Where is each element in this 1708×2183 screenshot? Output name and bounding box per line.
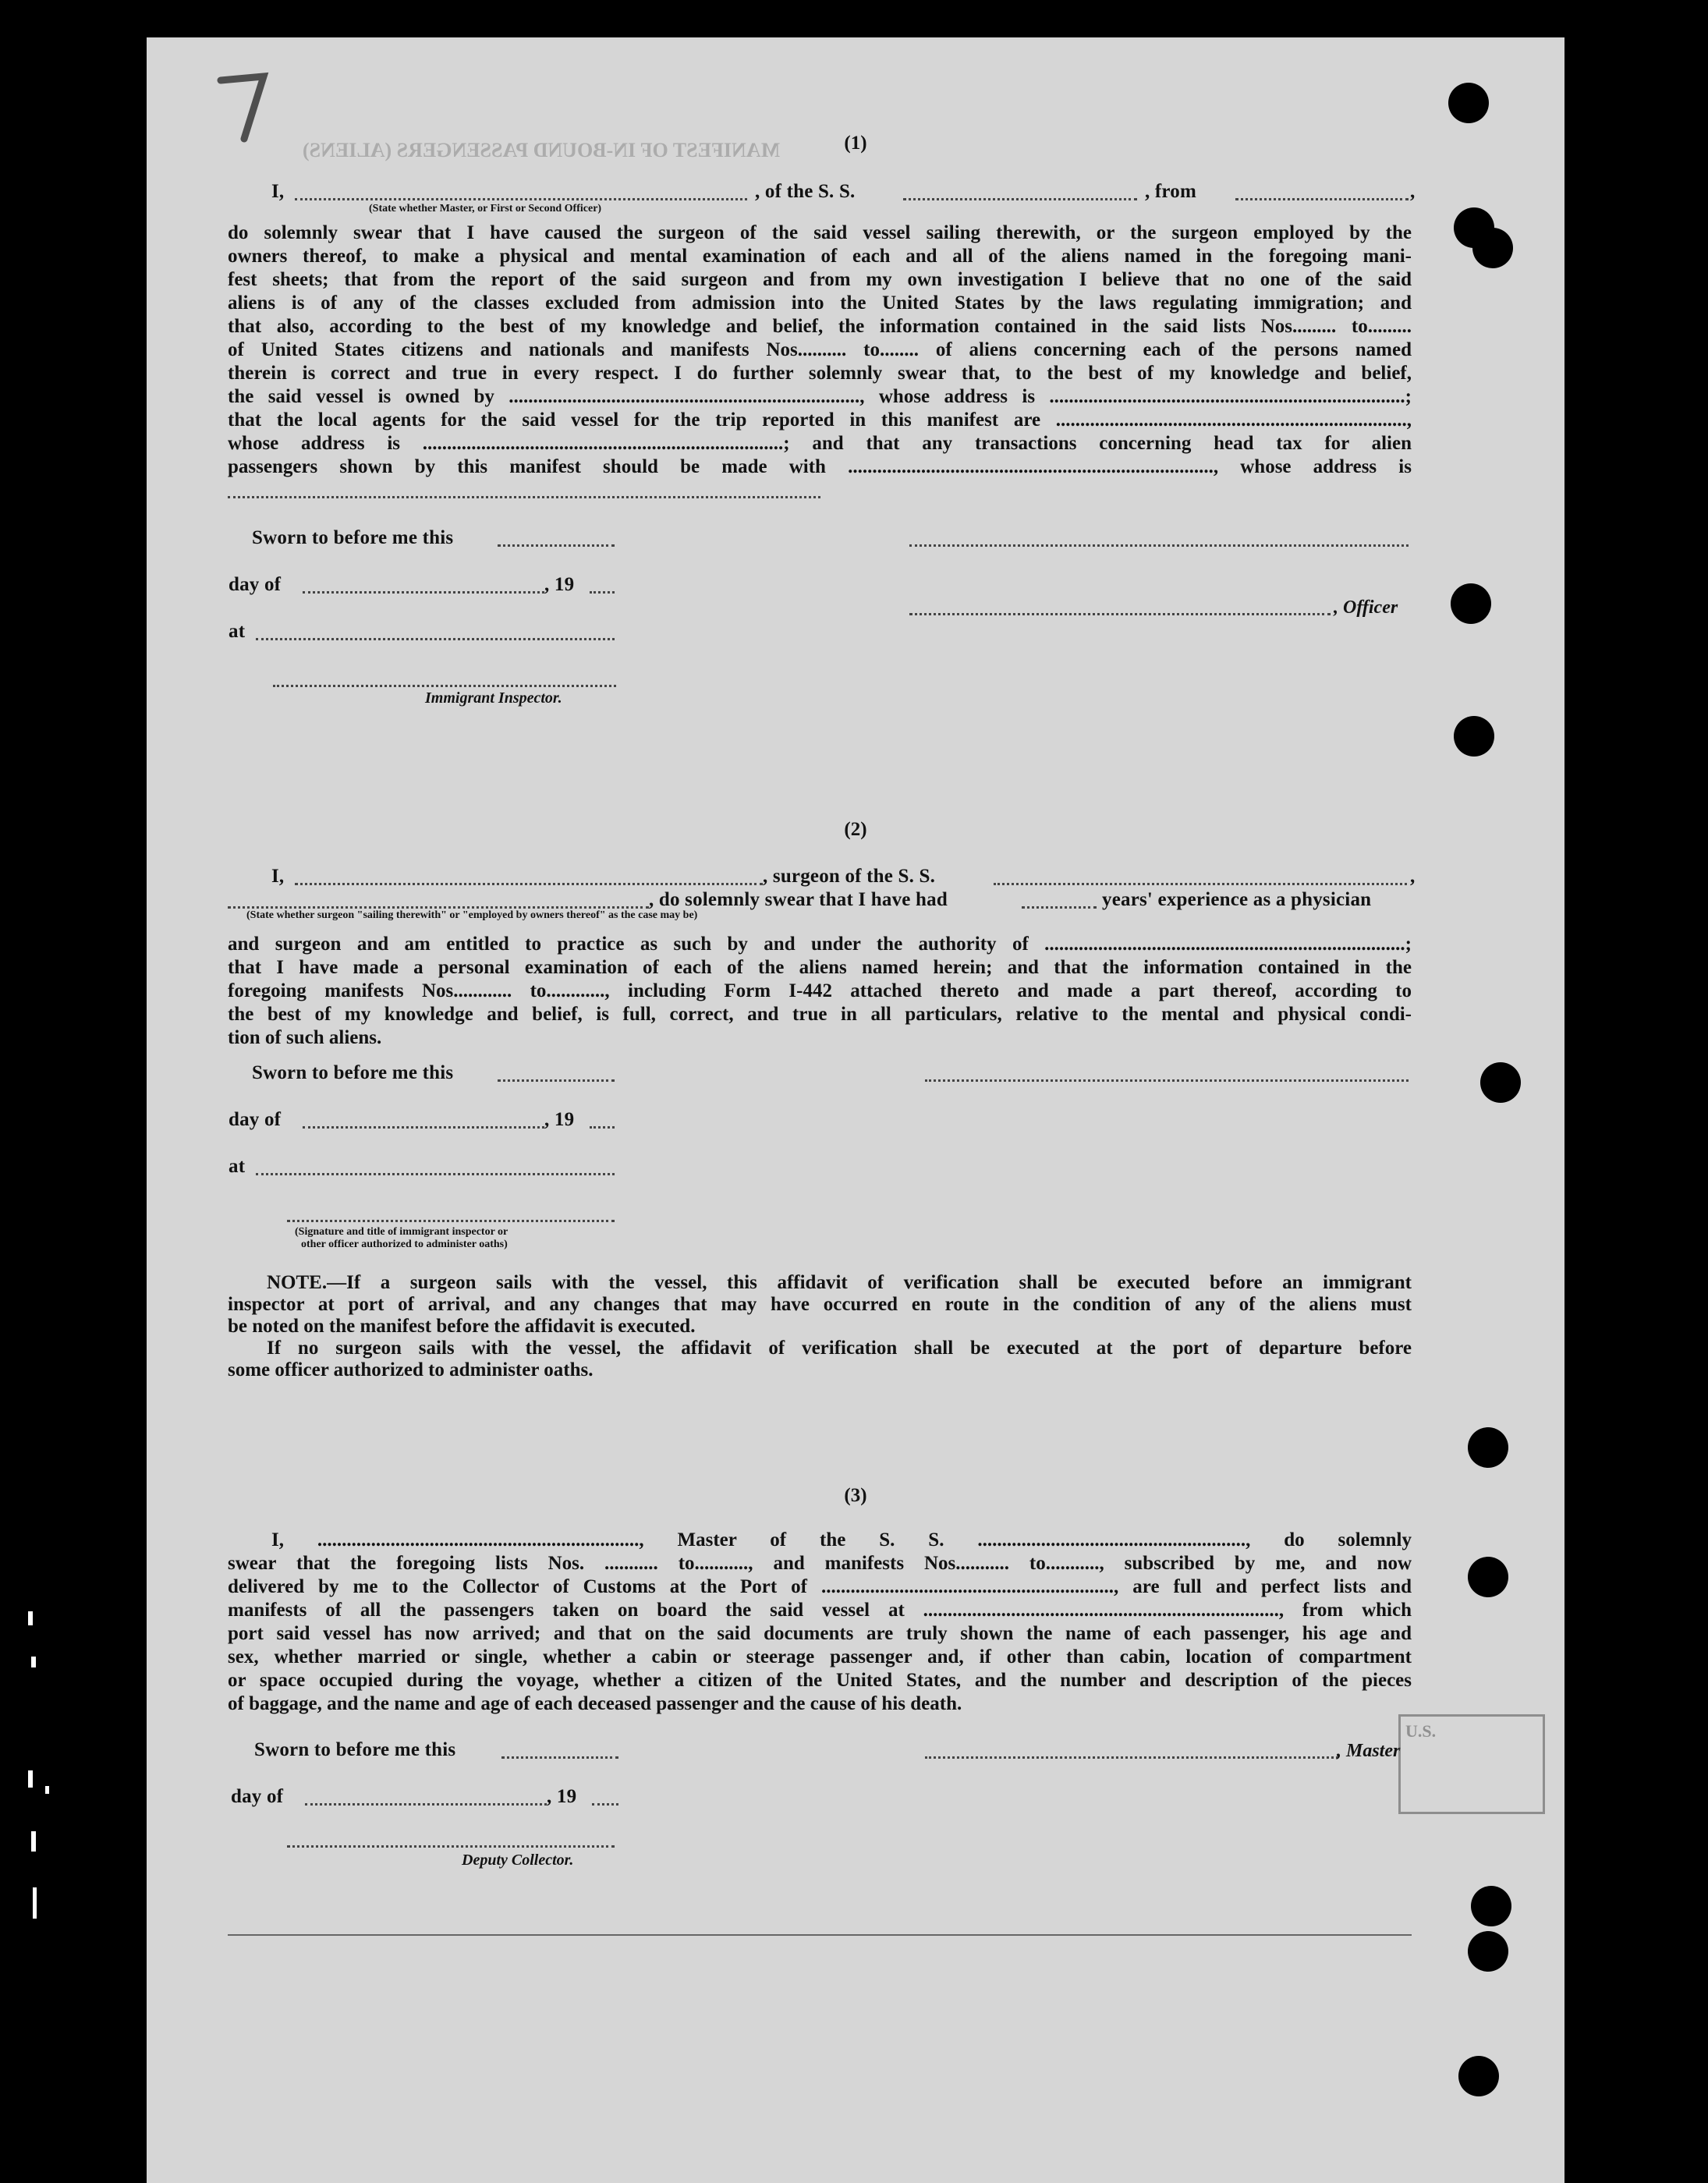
s2-signature-caption-2: other officer authorized to administer oaths) bbox=[301, 1239, 508, 1250]
s1-blank-officer bbox=[295, 198, 747, 200]
s3-para-1-text: I, .................................................................., Master of the S. S. ......................................................., do solemnly bbox=[271, 1529, 1412, 1550]
punch-hole bbox=[1458, 2056, 1499, 2096]
s2-caption-surgeon: (State whether surgeon "sailing therewith" or "employed by owners thereof" as the case may be) bbox=[246, 909, 698, 921]
s2-para-5: tion of such aliens. bbox=[228, 1027, 382, 1048]
s2-para-2: that I have made a personal examination of each of the aliens named herein; and that the information contained in the bbox=[228, 957, 1412, 978]
s1-blank-sworn bbox=[498, 544, 615, 547]
s2-blank-sworn bbox=[498, 1079, 615, 1082]
s1-blank-signature bbox=[909, 544, 1409, 547]
s3-deputy: Deputy Collector. bbox=[462, 1852, 574, 1869]
s3-day-of: day of bbox=[231, 1786, 284, 1807]
s1-year: , 19 bbox=[544, 574, 575, 595]
s2-para-1: and surgeon and am entitled to practice as such by and under the authority of ..........................................................................; bbox=[228, 934, 1412, 955]
s3-blank-deputy bbox=[287, 1845, 615, 1848]
s1-para-5: that also, according to the best of my knowledge and belief, the information contained in the said lists Nos......... to......... bbox=[228, 316, 1412, 337]
film-edge-mark bbox=[45, 1786, 49, 1794]
customs-stamp bbox=[1398, 1714, 1545, 1814]
s2-note2-line-1 bbox=[228, 1337, 1412, 1360]
punch-hole bbox=[1451, 583, 1491, 624]
s3-para-4: manifests of all the passengers taken on board the said vessel at ........................................................................., from which bbox=[228, 1600, 1412, 1621]
film-edge-mark bbox=[28, 1770, 33, 1788]
punch-hole bbox=[1454, 716, 1494, 757]
s3-blank-year bbox=[592, 1803, 618, 1806]
section-1-number: (1) bbox=[844, 133, 867, 154]
s1-para-11: passengers shown by this manifest should be made with ..........................................................................., whose address is bbox=[228, 456, 1412, 477]
s2-at: at bbox=[229, 1156, 246, 1177]
s3-para-1 bbox=[228, 1529, 1412, 1552]
punch-hole bbox=[1472, 228, 1513, 268]
s2-line-i: I, bbox=[271, 866, 285, 887]
s1-blank-address bbox=[228, 496, 820, 498]
s1-line-comma: , bbox=[1410, 181, 1416, 202]
s2-blank-inspector bbox=[287, 1220, 615, 1222]
s2-para-3: foregoing manifests Nos............ to............, including Form I-442 attached thereto and made a part thereof, according to bbox=[228, 980, 1412, 1001]
document-page bbox=[147, 37, 1564, 2183]
s2-note-line-3: be noted on the manifest before the affidavit is executed. bbox=[228, 1316, 696, 1337]
s1-blank-officer-sign bbox=[909, 613, 1331, 615]
s1-day-of: day of bbox=[229, 574, 282, 595]
section-2-number: (2) bbox=[844, 819, 867, 840]
s3-para-6: sex, whether married or single, whether a cabin or steerage passenger and, if other than cabin, location of compartment bbox=[228, 1646, 1412, 1667]
s1-line-of: , of the S. S. bbox=[755, 181, 856, 202]
s3-para-2: swear that the foregoing lists Nos. ........... to..........., and manifests Nos........... to..........., subscribed by me, and now bbox=[228, 1553, 1412, 1574]
s1-blank-at bbox=[256, 638, 615, 640]
note-text-1: —If a surgeon sails with the vessel, this affidavit of verification shall be executed before an immigrant bbox=[327, 1272, 1412, 1293]
s2-blank-signature bbox=[925, 1079, 1409, 1082]
s2-blank-day bbox=[303, 1126, 544, 1129]
s3-para-7: or space occupied during the voyage, whether a citizen of the United States, and the number and description of the pieces bbox=[228, 1670, 1412, 1691]
s1-para-6: of United States citizens and nationals and manifests Nos.......... to........ of aliens concerning each of the persons named bbox=[228, 339, 1412, 360]
s3-blank-master bbox=[925, 1756, 1338, 1759]
s2-line-surgeon: , surgeon of the S. S. bbox=[763, 866, 936, 887]
film-edge-mark bbox=[33, 1887, 37, 1919]
s2-signature-caption-1: (Signature and title of immigrant inspector or bbox=[295, 1226, 509, 1238]
bottom-rule bbox=[228, 1934, 1412, 1936]
s2-line-comma: , bbox=[1410, 866, 1416, 887]
s3-para-8: of baggage, and the name and age of each deceased passenger and the cause of his death. bbox=[228, 1693, 962, 1714]
s3-blank-sworn bbox=[501, 1756, 618, 1759]
s2-note2-line-2: some officer authorized to administer oaths. bbox=[228, 1359, 594, 1380]
s1-para-8: the said vessel is owned by ........................................................................, whose address is .........................................................................; bbox=[228, 386, 1412, 407]
s1-para-2: owners thereof, to make a physical and mental examination of each and all of the aliens named in the foregoing mani- bbox=[228, 246, 1412, 267]
s1-caption-master: (State whether Master, or First or Second Officer) bbox=[369, 203, 602, 214]
s3-para-5: port said vessel has now arrived; and that on the said documents are truly shown the name of each passenger, his age and bbox=[228, 1623, 1412, 1644]
s1-para-4: aliens is of any of the classes excluded from admission into the United States by the laws regulating immigration; and bbox=[228, 292, 1412, 314]
s1-para-1: do solemnly swear that I have caused the surgeon of the said vessel sailing therewith, or the surgeon employed by the bbox=[228, 222, 1412, 243]
s2-sworn: Sworn to before me this bbox=[252, 1062, 454, 1083]
s1-blank-day bbox=[303, 591, 544, 594]
s2-note-line-2: inspector at port of arrival, and any changes that may have occurred en route in the condition of any of the aliens must bbox=[228, 1294, 1412, 1315]
s2-blank-capacity bbox=[228, 906, 649, 909]
s3-blank-day bbox=[305, 1803, 547, 1806]
s2-day-of: day of bbox=[229, 1109, 282, 1130]
punch-hole bbox=[1448, 83, 1489, 123]
s1-para-3: fest sheets; that from the report of the said surgeon and from my own investigation I believe that no one of the said bbox=[228, 269, 1412, 290]
punch-hole bbox=[1468, 1557, 1508, 1597]
s3-master: , Master bbox=[1337, 1741, 1401, 1761]
s2-line-swear: , do solemnly swear that I have had bbox=[649, 889, 948, 910]
s2-para-4: the best of my knowledge and belief, is full, correct, and true in all particulars, relative to the mental and physical condi- bbox=[228, 1004, 1412, 1025]
note2-text-1: If no surgeon sails with the vessel, the affidavit of verification shall be executed at the port of departure before bbox=[267, 1338, 1412, 1359]
s1-para-7: therein is correct and true in every respect. I do further solemnly swear that, to the best of my knowledge and belief, bbox=[228, 363, 1412, 384]
s1-blank-inspector bbox=[273, 685, 616, 687]
s1-sworn: Sworn to before me this bbox=[252, 527, 454, 548]
punch-hole bbox=[1480, 1062, 1521, 1103]
s1-inspector: Immigrant Inspector. bbox=[425, 689, 562, 707]
s3-para-3: delivered by me to the Collector of Customs at the Port of ............................................................, are full and perfect lists and bbox=[228, 1576, 1412, 1597]
note-label: NOTE. bbox=[267, 1272, 328, 1293]
film-edge-mark bbox=[31, 1657, 36, 1667]
s1-blank-from bbox=[1235, 198, 1409, 200]
s1-para-9: that the local agents for the said vessel for the trip reported in this manifest are ........................................................................, bbox=[228, 409, 1412, 431]
s2-blank-name bbox=[295, 883, 763, 885]
s1-at: at bbox=[229, 621, 246, 642]
s2-blank-year bbox=[590, 1126, 615, 1129]
s1-line-i: I, bbox=[271, 181, 285, 202]
s3-sworn: Sworn to before me this bbox=[254, 1739, 456, 1760]
s1-line-from: , from bbox=[1145, 181, 1196, 202]
s2-blank-at bbox=[256, 1173, 615, 1175]
s1-blank-vessel bbox=[903, 198, 1137, 200]
s1-officer: , Officer bbox=[1334, 597, 1398, 618]
s2-line-years: years' experience as a physician bbox=[1102, 889, 1372, 910]
customs-stamp-text: U.S. bbox=[1405, 1721, 1437, 1741]
s3-year: , 19 bbox=[547, 1786, 577, 1807]
s2-note-line-1 bbox=[228, 1271, 1412, 1295]
s1-blank-year bbox=[590, 591, 615, 594]
section-3-number: (3) bbox=[844, 1485, 867, 1506]
film-edge-mark bbox=[31, 1831, 36, 1852]
punch-hole bbox=[1468, 1427, 1508, 1468]
punch-hole bbox=[1471, 1886, 1511, 1926]
s2-blank-years bbox=[1022, 906, 1097, 909]
s2-year: , 19 bbox=[544, 1109, 575, 1130]
punch-hole bbox=[1468, 1931, 1508, 1972]
film-edge-mark bbox=[28, 1611, 33, 1625]
bleed-through-header: MANIFEST OF IN-BOUND PASSENGERS (ALIENS) bbox=[303, 139, 781, 161]
s2-blank-vessel bbox=[994, 883, 1407, 885]
s1-para-10: whose address is ..........................................................................; and that any transactions concerning head tax for alien bbox=[228, 433, 1412, 454]
